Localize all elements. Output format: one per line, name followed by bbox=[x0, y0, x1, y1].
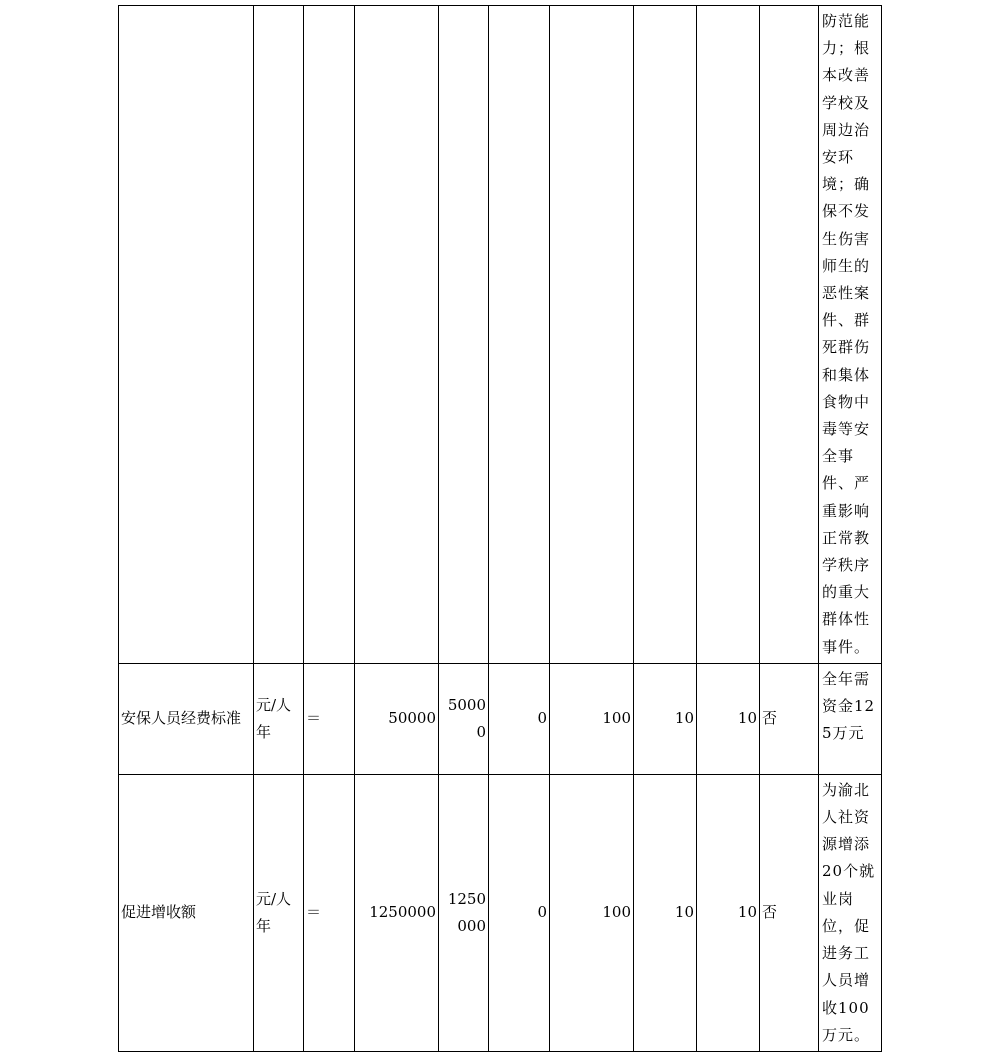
weight-cell: 10 bbox=[634, 663, 697, 774]
note-cell: 防范能力；根本改善学校及周边治安环境；确保不发生伤害师生的恶性案件、群死群伤和集体食物中毒等安全事件、严重影响正常教学秩序的重大群体性事件。 bbox=[819, 6, 882, 664]
completion-rate-cell: 100 bbox=[550, 774, 634, 1051]
indicator-name-cell: 安保人员经费标准 bbox=[119, 663, 254, 774]
note-cell: 为渝北人社资源增添20个就业岗位，促进务工人员增收100万元。 bbox=[819, 774, 882, 1051]
deviation-cell: 0 bbox=[489, 774, 550, 1051]
target-value-cell bbox=[355, 6, 439, 664]
actual-value-cell: 50000 bbox=[439, 663, 489, 774]
core-indicator-cell bbox=[760, 6, 819, 664]
performance-table bbox=[118, 5, 882, 1052]
indicator-name-cell: 促进增收额 bbox=[119, 774, 254, 1051]
deviation-cell bbox=[489, 6, 550, 664]
core-indicator-cell: 否 bbox=[760, 663, 819, 774]
score-cell bbox=[697, 6, 760, 664]
core-indicator-cell: 否 bbox=[760, 774, 819, 1051]
deviation-cell: 0 bbox=[489, 663, 550, 774]
actual-value-cell bbox=[439, 6, 489, 664]
weight-cell bbox=[634, 6, 697, 664]
unit-cell: 元/人年 bbox=[254, 663, 304, 774]
operator-cell bbox=[304, 6, 355, 664]
actual-value-cell: 1250000 bbox=[439, 774, 489, 1051]
indicator-name-cell bbox=[119, 6, 254, 664]
score-cell: 10 bbox=[697, 663, 760, 774]
table-row bbox=[119, 663, 882, 774]
completion-rate-cell bbox=[550, 6, 634, 664]
table-row bbox=[119, 774, 882, 1051]
target-value-cell: 50000 bbox=[355, 663, 439, 774]
weight-cell: 10 bbox=[634, 774, 697, 1051]
completion-rate-cell: 100 bbox=[550, 663, 634, 774]
operator-cell: ＝ bbox=[304, 663, 355, 774]
note-cell: 全年需资金125万元 bbox=[819, 663, 882, 774]
operator-cell: ＝ bbox=[304, 774, 355, 1051]
unit-cell bbox=[254, 6, 304, 664]
score-cell: 10 bbox=[697, 774, 760, 1051]
unit-cell: 元/人年 bbox=[254, 774, 304, 1051]
table-row bbox=[119, 6, 882, 664]
target-value-cell: 1250000 bbox=[355, 774, 439, 1051]
